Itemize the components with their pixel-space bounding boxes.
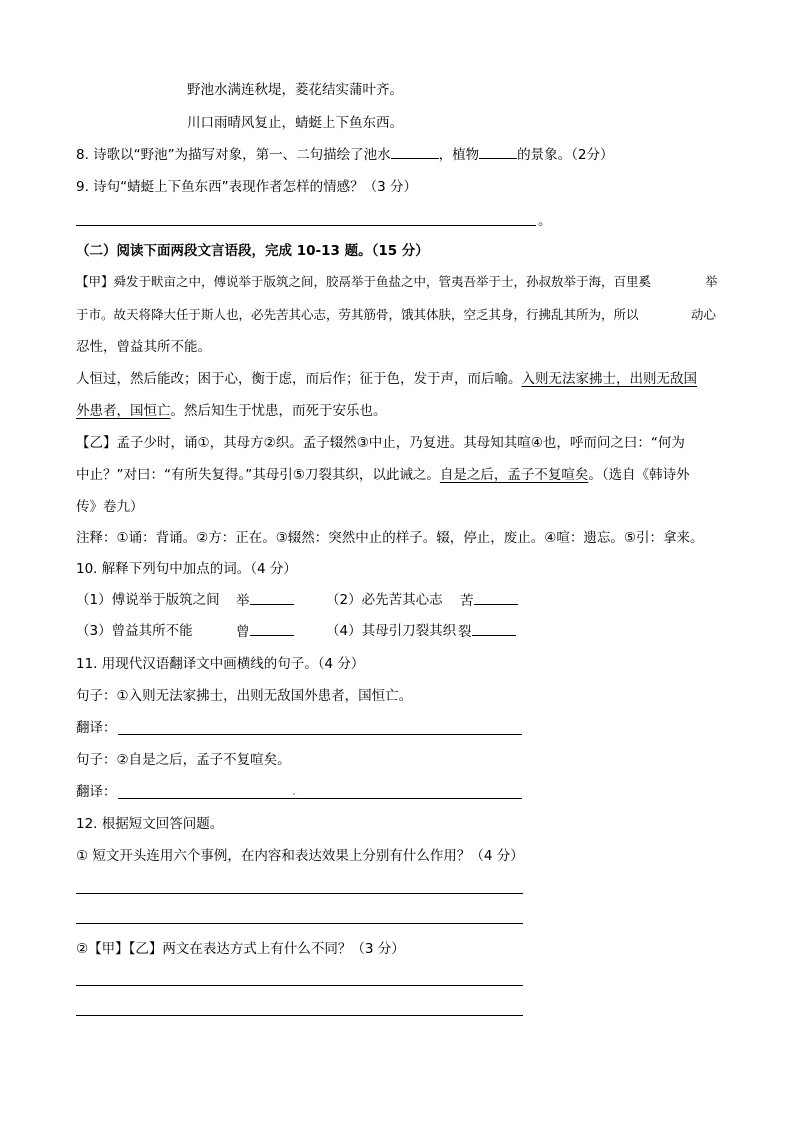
jia-line-5 (76, 401, 387, 421)
jia-line-2: 于市。故天将降大任于斯人也，必先苦其心志，劳其筋骨，饿其体肤，空乏其身，行拂乱其所为，所以 (76, 307, 639, 322)
q10-item-2-word (460, 590, 518, 611)
jia-line-1-text: 【甲】舜发于畎亩之中，傅说举于版筑之间，胶鬲举于鱼盐之中，管夷吾举于士，孙叔敖举于海，百里奚 (76, 274, 652, 289)
q12-part-1-line-1[interactable] (76, 893, 523, 894)
jia-line-4 (76, 369, 697, 389)
q8-blank-water[interactable] (391, 144, 439, 159)
q10-word-3: 曾 (236, 624, 250, 640)
q12-part-2-line-2[interactable] (76, 1015, 523, 1016)
section-2-title: （二）阅读下面两段文言语段，完成 10-13 题。（15 分） (76, 243, 429, 259)
q12-part-2-line-1[interactable] (76, 985, 523, 986)
jia-line-2-end: 动心 (691, 307, 717, 322)
q10-item-3: （3）曾益其所不能 (76, 623, 193, 639)
yi-line-2-text: 中止？”对曰：“有所失复得。”其母引⑤刀裂其织，以此诫之。 (76, 467, 440, 483)
q10-blank-4[interactable] (472, 621, 516, 636)
q10-blank-3[interactable] (250, 621, 294, 636)
q9-answer-end: 。 (538, 213, 552, 229)
q11-translate-2-label: 翻译： (76, 784, 117, 800)
q11-sentence-2: 句子：②自是之后，孟子不复喧矣。 (76, 752, 291, 768)
question-11-title: 11. 用现代汉语翻译文中画横线的句子。（4 分） (76, 656, 365, 672)
jia-underlined-sentence-b: 外患者，国恒亡 (76, 403, 171, 419)
annotations: 注释：①诵：背诵。②方：正在。③辍然：突然中止的样子。辍，停止，废止。④喧：遗忘。⑤引：拿来。 (76, 530, 704, 546)
q10-item-3-word (236, 621, 294, 642)
q10-item-1-word (236, 590, 294, 611)
q8-text-c: 的景象。（2分） (517, 147, 614, 163)
q9-answer-line[interactable] (76, 225, 536, 226)
q8-blank-plants[interactable] (479, 144, 517, 159)
q11-translate-2-line[interactable] (118, 798, 522, 799)
q8-text-b: ，植物 (438, 147, 480, 163)
poem-line-2: 川口雨晴风复止，蜻蜓上下鱼东西。 (187, 115, 403, 131)
question-8 (76, 144, 614, 165)
q10-item-4-word (458, 621, 516, 642)
jia-underlined-sentence-a: 入则无法家拂士，出则无敌国 (521, 371, 697, 387)
q12-part-1-line-2[interactable] (76, 923, 523, 924)
yi-line-1: 【乙】孟子少时，诵①，其母方②织。孟子辍然③中止，乃复进。其母知其喧④也，呼而问之曰：“何为 (76, 435, 685, 451)
jia-line-1-end: 举 (705, 274, 718, 289)
yi-line-3: 传》卷九） (76, 499, 144, 515)
q12-part-1: ① 短文开头连用六个事例，在内容和表达效果上分别有什么作用？（4 分） (76, 848, 524, 864)
q10-item-1: （1）傅说举于版筑之间 (76, 592, 220, 608)
yi-underlined-sentence: 自是之后，孟子不复喧矣 (439, 467, 589, 483)
q10-word-2: 苦 (460, 593, 474, 609)
q10-blank-2[interactable] (474, 590, 518, 605)
q12-part-2: ②【甲】【乙】两文在表达方式上有什么不同？（3 分） (76, 941, 405, 957)
q10-item-2: （2）必先苦其心志 (326, 592, 443, 608)
yi-line-2-source: 。（选自《韩诗外 (588, 467, 690, 483)
q11-translate-1-line[interactable] (118, 734, 522, 735)
yi-line-2 (76, 465, 690, 485)
q10-item-4: （4）其母引刀裂其织 (326, 623, 457, 639)
question-10-title: 10. 解释下列句中加点的词。（4 分） (76, 561, 297, 577)
speck-mark (293, 793, 295, 795)
q10-word-1: 举 (236, 593, 250, 609)
jia-line-4-text: 人恒过，然后能改；困于心，衡于虑，而后作；征于色，发于声，而后喻。 (76, 371, 522, 387)
jia-line-1 (76, 272, 651, 292)
q10-blank-1[interactable] (250, 590, 294, 605)
jia-line-3: 忍性，曾益其所不能。 (76, 339, 211, 355)
question-9: 9. 诗句“蜻蜓上下鱼东西”表现作者怎样的情感？（3 分） (76, 179, 418, 195)
jia-line-5-text: 。然后知生于忧患，而死于安乐也。 (170, 403, 387, 419)
q8-text-a: 8. 诗歌以“野池”为描写对象，第一、二句描绘了池水 (76, 147, 391, 163)
question-12-title: 12. 根据短文回答问题。 (76, 816, 224, 832)
q10-word-4: 裂 (458, 624, 472, 640)
poem-line-1: 野池水满连秋堤，菱花结实蒲叶齐。 (187, 82, 403, 98)
q11-translate-1-label: 翻译： (76, 720, 117, 736)
q11-sentence-1: 句子：①入则无法家拂士，出则无敌国外患者，国恒亡。 (76, 688, 413, 704)
